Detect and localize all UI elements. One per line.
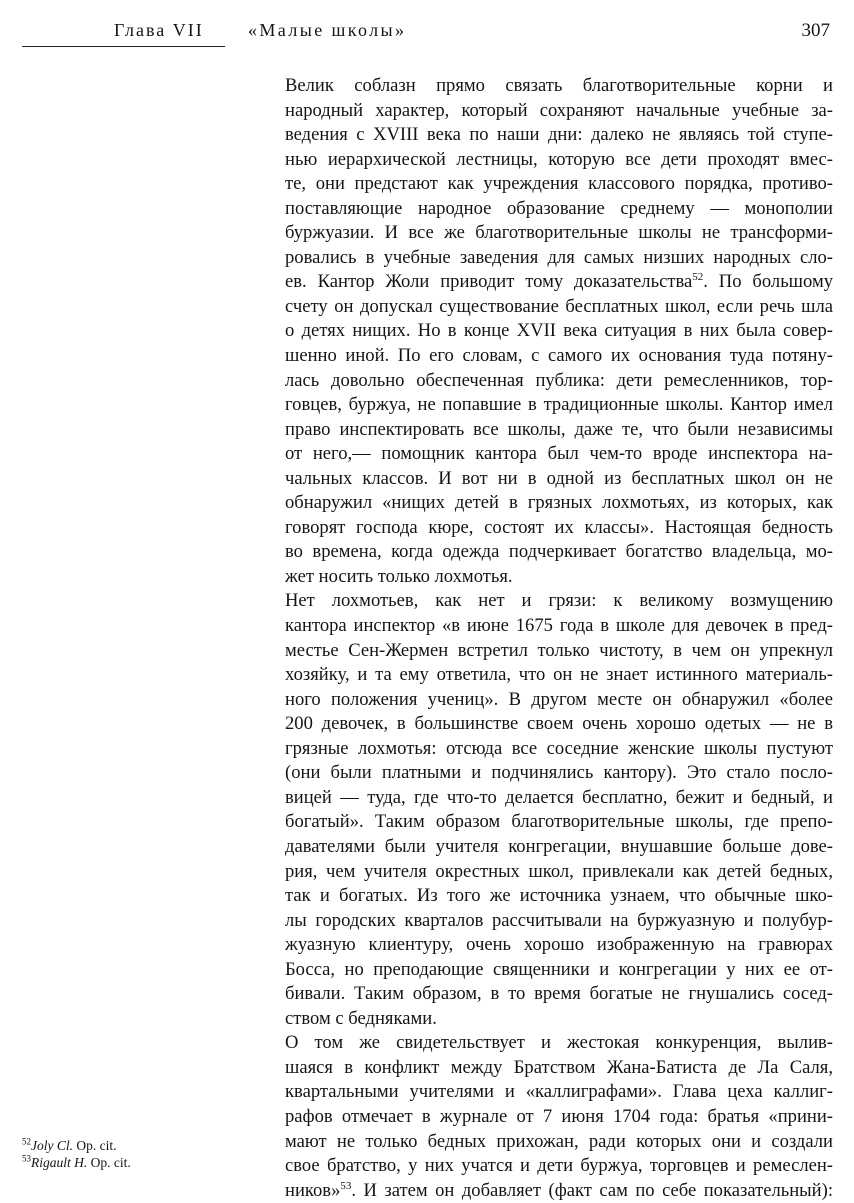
page-number: 307 [801, 20, 830, 41]
footnote-item [22, 1137, 232, 1154]
text-line: свое братство, у них учатся и дети буржуа, торговцев и ремеслен- [285, 1155, 833, 1177]
text-line: ством с бедняками. [285, 1007, 437, 1029]
text-line: буржуазии. И все же благотворительные школы не трансформи- [285, 222, 833, 244]
paragraph [248, 74, 833, 589]
header-rule [22, 46, 225, 47]
text-line: богатый». Таким образом благотворительные школы, где препо- [285, 811, 833, 833]
text-line: чальных классов. И вот ни в одной из бесплатных школ он не [285, 467, 833, 489]
text-line: бивали. Таким образом, в то время богатые не гнушались сосед- [285, 983, 833, 1005]
text-line: от него,— помощник кантора был чем-то вроде инспектора на- [285, 443, 833, 465]
text-line: лы городских кварталов рассчитывали на буржуазную и полубур- [285, 909, 833, 931]
text-line: жуазную клиентуру, очень хорошо изображенную на гравюрах [285, 934, 833, 956]
text-line: ровались в учебные заведения для самых низших народных сло- [285, 246, 833, 268]
footnotes [22, 1137, 232, 1171]
text-line: те, они предстают как учреждения классового порядка, противо- [285, 173, 833, 195]
text-line: шаяся в конфликт между Братством Жана-Батиста де Ла Саля, [285, 1056, 833, 1078]
running-head [22, 20, 830, 48]
paragraph [248, 589, 833, 1031]
text-line: шенно иной. По его словам, с самого их основания туда потяну- [285, 345, 833, 367]
text-line: (они были платными и подчинялись кантору). Это стало посло- [285, 762, 833, 784]
text-line: кантора инспектор «в июне 1675 года в школе для девочек в пред- [285, 615, 833, 637]
text-line: лась довольно обеспеченная публика: дети ремесленников, тор- [285, 369, 833, 391]
footnote-number: 52 [22, 1136, 31, 1147]
text-line: нью иерархической лестницы, которую все дети проходят вмес- [285, 148, 833, 170]
footnote-item [22, 1154, 232, 1171]
footnote-ref: 52 [692, 271, 704, 284]
text-line: 200 девочек, в большинстве своем очень хорошо одетых — не в [285, 713, 833, 735]
footnote-source: Op. cit. [87, 1155, 131, 1170]
text-line: ев. Кантор Жоли приводит тому доказательства$^{52}$. По большому [285, 271, 834, 293]
text-line: ников»$^{53}$. И затем он добавляет (факт сам по себе показательный): [285, 1179, 833, 1201]
footnote-number: 53 [22, 1153, 31, 1164]
text-line: грязные лохмотья: отсюда все соседние женские школы пустуют [285, 737, 833, 759]
body-text [248, 74, 833, 1203]
text-line: давателями были учителя конгрегации, внушавшие больше дове- [285, 835, 833, 857]
chapter-label: Глава VII [114, 20, 204, 40]
footnote-ref-trailing-text: . И затем он добавляет [351, 1179, 542, 1201]
text-line-tail: (факт сам по себе показательный): [541, 1179, 833, 1201]
paragraph [248, 1031, 833, 1203]
text-line: мают не только бедных прихожан, ради которых они и создали [285, 1130, 833, 1152]
text-line: Велик соблазн прямо связать благотворительные корни и [285, 75, 833, 96]
footnote-ref-trailing-text: . По большому [703, 271, 834, 293]
text-line: говорят господа кюре, состоят их классы». Настоящая бедность [285, 516, 833, 538]
text-line: счету он допускал существование бесплатных школ, если речь шла [285, 295, 833, 317]
text-line: поставляющие народное образование среднему — монополии [285, 197, 833, 219]
footnote-author: Joly Cl. [31, 1138, 73, 1153]
text-line: О том же свидетельствует и жестокая конкуренция, вылив- [285, 1032, 833, 1054]
text-line: народный характер, который сохраняют начальные учебные за- [285, 99, 833, 121]
text-line: о детях нищих. Но в конце XVII века ситуация в них была совер- [285, 320, 833, 342]
text-line: рия, чем учителя окрестных школ, привлекали как детей бедных, [285, 860, 833, 882]
text-line: квартальными учителями и «каллиграфами». Глава цеха каллиг- [285, 1081, 833, 1103]
text-line: хозяйку, и та ему ответила, что он не знает истинного материаль- [285, 664, 833, 686]
text-line: ведения с XVIII века по наши дни: далеко не являясь той ступе- [285, 124, 833, 146]
footnote-ref: 53 [340, 1179, 352, 1192]
text-line: во времена, когда одежда подчеркивает богатство владельца, мо- [285, 541, 833, 563]
text-line: Босса, но преподающие священники и конгрегации у них ее от- [285, 958, 833, 980]
text-line: местье Сен-Жермен встретил только чистоту, в чем он упрекнул [285, 639, 833, 661]
chapter-title: «Малые школы» [248, 20, 407, 40]
footnote-source: Op. cit. [73, 1138, 117, 1153]
text-line: Нет лохмотьев, как нет и грязи: к великому возмущению [285, 590, 833, 612]
text-line: жет носить только лохмотья. [285, 565, 513, 587]
footnote-author: Rigault H. [31, 1155, 88, 1170]
text-line: вицей — туда, где что-то делается бесплатно, бежит и бедный, и [285, 786, 833, 808]
text-line: так и богатых. Из того же источника узнаем, что обычные шко- [285, 885, 833, 907]
text-line: рафов отмечает в журнале от 7 июня 1704 года: братья «прини- [285, 1105, 833, 1127]
text-line: право инспектировать все школы, даже те, что были независимы [285, 418, 833, 440]
text-line: ного положения учениц». В другом месте он обнаружил «более [285, 688, 833, 710]
text-line: говцев, буржуа, не попавшие в традиционные школы. Кантор имел [285, 394, 833, 416]
text-line: обнаружил «нищих детей в грязных лохмотьях, из которых, как [285, 492, 833, 514]
